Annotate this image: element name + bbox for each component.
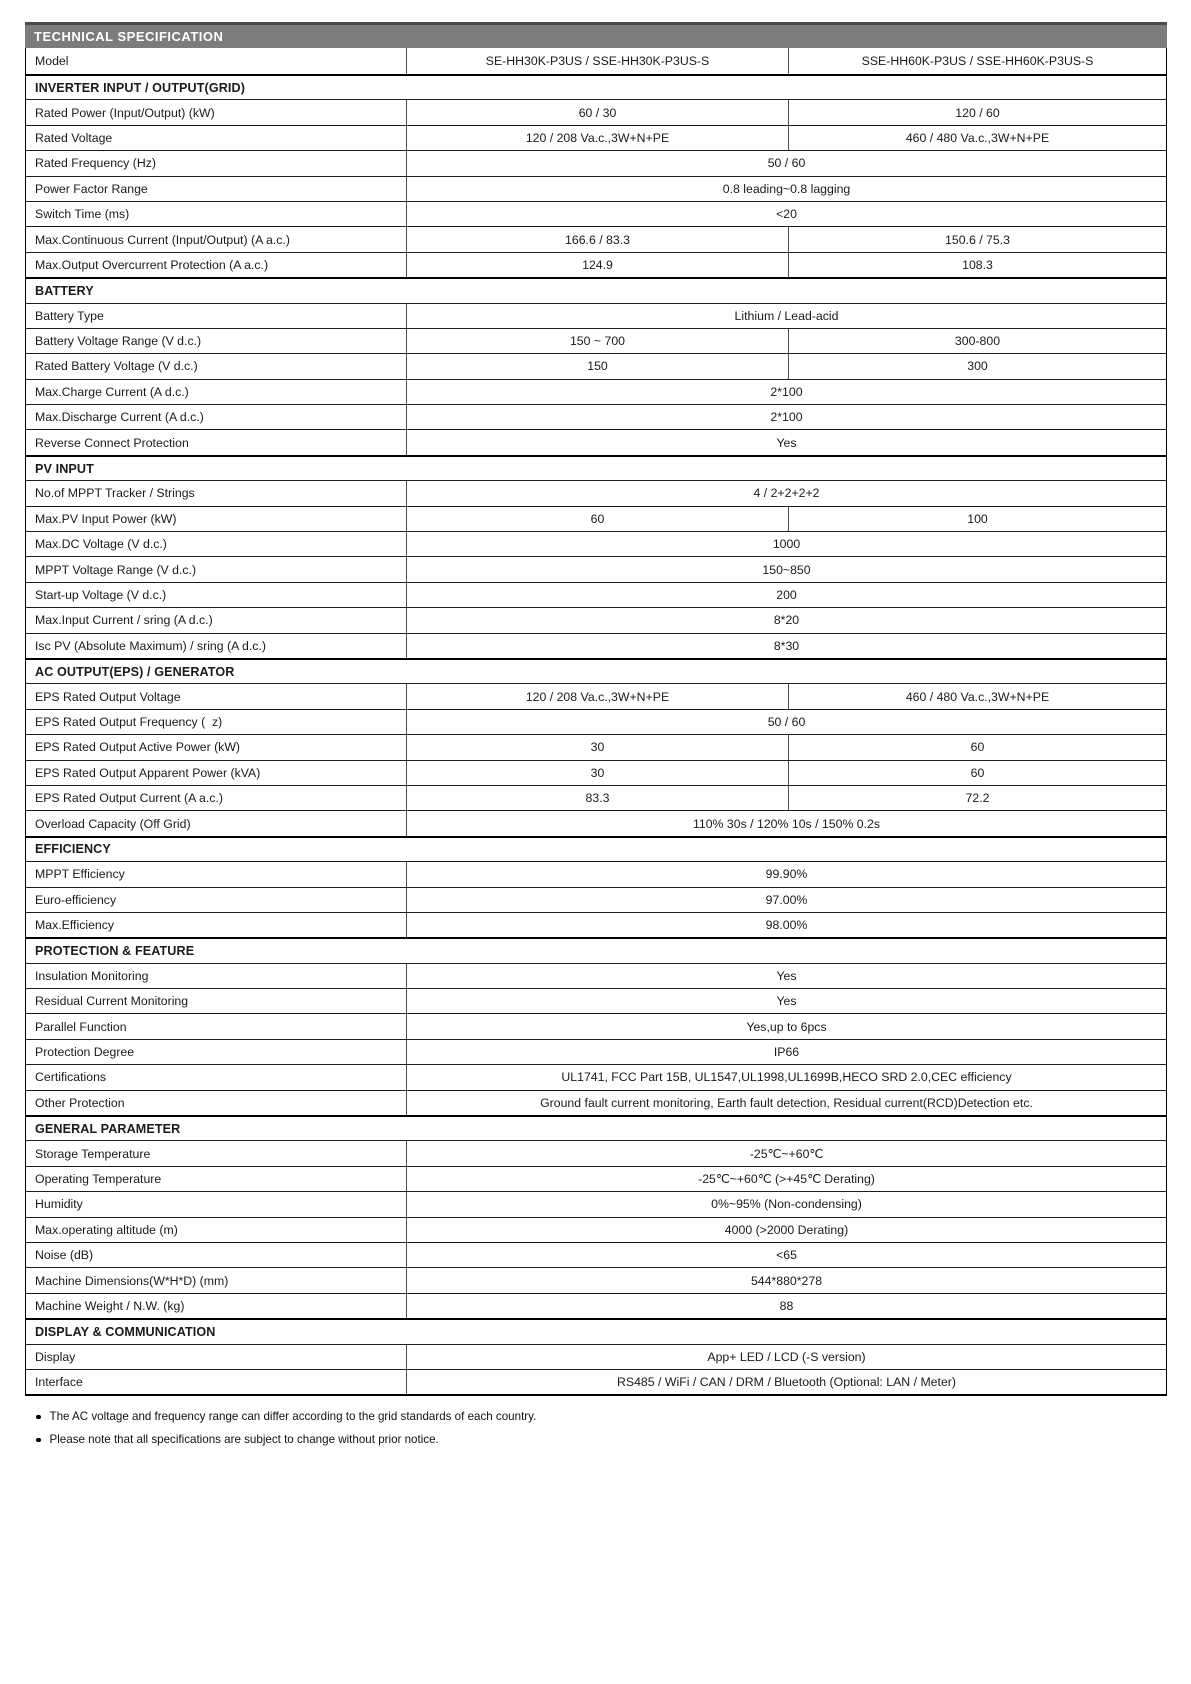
spec-label: Max.Continuous Current (Input/Output) (A a.c.)	[35, 232, 290, 247]
section-title: AC OUTPUT(EPS) / GENERATOR	[35, 664, 235, 679]
spec-value-span: UL1741, FCC Part 15B, UL1547,UL1998,UL1699B,HECO SRD 2.0,CEC efficiency	[406, 1065, 1166, 1089]
section-header-row	[26, 658, 1166, 683]
note-item	[36, 1432, 1146, 1447]
spec-row	[26, 201, 1166, 226]
spec-label: Max.Efficiency	[35, 918, 115, 933]
spec-row	[26, 607, 1166, 632]
section-header-row	[26, 937, 1166, 962]
spec-value-span: 1000	[406, 532, 1166, 556]
spec-value-span: -25℃~+60℃	[406, 1141, 1166, 1165]
spec-value-span: 0%~95% (Non-condensing)	[406, 1192, 1166, 1216]
spec-value-span: 150~850	[406, 557, 1166, 581]
spec-value-span: 200	[406, 583, 1166, 607]
spec-row	[26, 760, 1166, 785]
spec-label: Storage Temperature	[35, 1146, 151, 1161]
spec-label: Reverse Connect Protection	[35, 435, 189, 450]
spec-row	[26, 912, 1166, 937]
section-header-row	[26, 1318, 1166, 1343]
spec-label: Max.Discharge Current (A d.c.)	[35, 410, 204, 425]
spec-row	[26, 1242, 1166, 1267]
spec-value-span: 4000 (>2000 Derating)	[406, 1218, 1166, 1242]
spec-value-span: 98.00%	[406, 913, 1166, 937]
spec-label: Overload Capacity (Off Grid)	[35, 816, 191, 831]
spec-label: Power Factor Range	[35, 181, 148, 196]
spec-label: Display	[35, 1349, 76, 1364]
spec-value-col1: 83.3	[406, 786, 788, 810]
spec-row	[26, 226, 1166, 251]
spec-label: Machine Dimensions(W*H*D) (mm)	[35, 1273, 229, 1288]
spec-label: No.of MPPT Tracker / Strings	[35, 486, 195, 501]
spec-label: Residual Current Monitoring	[35, 994, 189, 1009]
spec-value-col1: 120 / 208 Va.c.,3W+N+PE	[406, 126, 788, 150]
spec-value-span: Yes	[406, 430, 1166, 454]
spec-value-col2: 60	[788, 761, 1166, 785]
spec-row	[26, 683, 1166, 708]
spec-label: Isc PV (Absolute Maximum) / sring (A d.c.)	[35, 638, 266, 653]
spec-row	[26, 1090, 1166, 1115]
spec-value-span: Yes,up to 6pcs	[406, 1014, 1166, 1038]
spec-value-col2: 300	[788, 354, 1166, 378]
spec-row	[26, 506, 1166, 531]
spec-label: Rated Power (Input/Output) (kW)	[35, 105, 215, 120]
spec-value-col1: 60 / 30	[406, 100, 788, 124]
spec-value-col1: 150 ~ 700	[406, 329, 788, 353]
spec-value-span: 8*30	[406, 634, 1166, 658]
spec-row	[26, 734, 1166, 759]
spec-value-span: 88	[406, 1294, 1166, 1318]
spec-value-col1: 120 / 208 Va.c.,3W+N+PE	[406, 684, 788, 708]
spec-row	[26, 1039, 1166, 1064]
spec-label: Start-up Voltage (V d.c.)	[35, 588, 167, 602]
spec-row	[26, 988, 1166, 1013]
spec-row	[26, 1217, 1166, 1242]
spec-label: Switch Time (ms)	[35, 207, 130, 222]
spec-label: Humidity	[35, 1197, 83, 1212]
spec-table	[25, 48, 1167, 1396]
spec-label: EPS Rated Output Active Power (kW)	[35, 740, 241, 755]
spec-label: Battery Voltage Range (V d.c.)	[35, 334, 202, 349]
spec-row	[26, 810, 1166, 835]
spec-label: Noise (dB)	[35, 1248, 94, 1263]
spec-value-col2: 150.6 / 75.3	[788, 227, 1166, 251]
section-title: DISPLAY & COMMUNICATION	[35, 1324, 216, 1339]
spec-row	[26, 1267, 1166, 1292]
model-label: Model	[35, 54, 69, 68]
spec-value-span: IP66	[406, 1040, 1166, 1064]
bullet-icon	[36, 1415, 41, 1420]
spec-value-span: 4 / 2+2+2+2	[406, 481, 1166, 505]
spec-label: Other Protection	[35, 1095, 125, 1110]
model-row	[26, 48, 1166, 74]
spec-value-span: Ground fault current monitoring, Earth fault detection, Residual current(RCD)Detection etc.	[406, 1091, 1166, 1115]
section-header-row	[26, 74, 1166, 99]
model-name-col1: SE-HH30K-P3US / SSE-HH30K-P3US-S	[406, 48, 788, 74]
spec-value-span: <20	[406, 202, 1166, 226]
spec-row	[26, 303, 1166, 328]
spec-value-col2: 120 / 60	[788, 100, 1166, 124]
spec-value-span: Yes	[406, 964, 1166, 988]
spec-value-col1: 60	[406, 507, 788, 531]
section-title: PV INPUT	[35, 461, 94, 476]
spec-value-span: 8*20	[406, 608, 1166, 632]
spec-label: Max.Charge Current (A d.c.)	[35, 384, 189, 399]
section-header-row	[26, 455, 1166, 480]
spec-value-span: 2*100	[406, 405, 1166, 429]
spec-value-span: 99.90%	[406, 862, 1166, 886]
spec-label: Battery Type	[35, 308, 104, 323]
spec-value-col1: 30	[406, 761, 788, 785]
spec-value-col2: 300-800	[788, 329, 1166, 353]
spec-label: Operating Temperature	[35, 1171, 162, 1186]
title-bar	[25, 22, 1167, 48]
spec-row	[26, 176, 1166, 201]
spec-row	[26, 633, 1166, 658]
footnotes	[36, 1409, 1146, 1455]
spec-row	[26, 1013, 1166, 1038]
section-header-row	[26, 836, 1166, 861]
spec-label: Interface	[35, 1375, 83, 1390]
section-header-row	[26, 1115, 1166, 1140]
spec-label: Max.Input Current / sring (A d.c.)	[35, 613, 213, 628]
spec-value-span: 50 / 60	[406, 710, 1166, 734]
spec-value-span: 0.8 leading~0.8 lagging	[406, 177, 1166, 201]
spec-value-col1: 124.9	[406, 253, 788, 277]
spec-value-span: -25℃~+60℃ (>+45℃ Derating)	[406, 1167, 1166, 1191]
section-header-row	[26, 277, 1166, 302]
note-text: The AC voltage and frequency range can differ according to the grid standards of each country.	[49, 1410, 537, 1423]
spec-label: EPS Rated Output Apparent Power (kVA)	[35, 765, 261, 780]
spec-row	[26, 379, 1166, 404]
spec-label: Max.PV Input Power (kW)	[35, 511, 177, 526]
spec-value-span: 97.00%	[406, 888, 1166, 912]
spec-row	[26, 556, 1166, 581]
spec-row	[26, 709, 1166, 734]
spec-row	[26, 1140, 1166, 1165]
spec-label: Protection Degree	[35, 1045, 135, 1060]
spec-row	[26, 887, 1166, 912]
spec-label: Parallel Function	[35, 1019, 127, 1034]
spec-label: EPS Rated Output Frequency ( z)	[35, 714, 223, 729]
spec-value-span: Lithium / Lead-acid	[406, 304, 1166, 328]
spec-sheet	[25, 22, 1167, 1396]
spec-row	[26, 861, 1166, 886]
spec-value-span: 50 / 60	[406, 151, 1166, 175]
spec-row	[26, 328, 1166, 353]
spec-label: Certifications	[35, 1070, 107, 1085]
spec-row	[26, 1344, 1166, 1369]
spec-row	[26, 99, 1166, 124]
spec-row	[26, 1293, 1166, 1318]
spec-label: MPPT Voltage Range (V d.c.)	[35, 562, 197, 577]
spec-row	[26, 1166, 1166, 1191]
spec-label: EPS Rated Output Voltage	[35, 689, 181, 704]
spec-label: Rated Battery Voltage (V d.c.)	[35, 359, 198, 374]
spec-row	[26, 404, 1166, 429]
spec-label: Max.DC Voltage (V d.c.)	[35, 537, 167, 552]
spec-row	[26, 1369, 1166, 1394]
spec-value-col2: 460 / 480 Va.c.,3W+N+PE	[788, 684, 1166, 708]
spec-value-span: App+ LED / LCD (-S version)	[406, 1345, 1166, 1369]
section-title: GENERAL PARAMETER	[35, 1121, 181, 1136]
section-title: INVERTER INPUT / OUTPUT(GRID)	[35, 80, 245, 95]
spec-label: Rated Frequency (Hz)	[35, 156, 156, 171]
spec-value-col2: 460 / 480 Va.c.,3W+N+PE	[788, 126, 1166, 150]
spec-label: Max.Output Overcurrent Protection (A a.c.)	[35, 257, 269, 272]
model-name-col2: SSE-HH60K-P3US / SSE-HH60K-P3US-S	[788, 48, 1166, 74]
note-item	[36, 1409, 1146, 1424]
spec-row	[26, 963, 1166, 988]
spec-label: Rated Voltage	[35, 130, 113, 145]
spec-row	[26, 125, 1166, 150]
spec-value-col2: 72.2	[788, 786, 1166, 810]
spec-row	[26, 582, 1166, 607]
spec-label: Max.operating altitude (m)	[35, 1222, 178, 1237]
spec-row	[26, 429, 1166, 454]
spec-label: EPS Rated Output Current (A a.c.)	[35, 791, 223, 806]
spec-value-span: 2*100	[406, 380, 1166, 404]
spec-value-span: <65	[406, 1243, 1166, 1267]
spec-row	[26, 1064, 1166, 1089]
spec-value-span: Yes	[406, 989, 1166, 1013]
spec-value-col1: 166.6 / 83.3	[406, 227, 788, 251]
spec-value-col2: 108.3	[788, 253, 1166, 277]
spec-label: Insulation Monitoring	[35, 968, 149, 983]
spec-value-span: 110% 30s / 120% 10s / 150% 0.2s	[406, 811, 1166, 835]
spec-row	[26, 480, 1166, 505]
spec-row	[26, 150, 1166, 175]
spec-value-col1: 30	[406, 735, 788, 759]
spec-row	[26, 252, 1166, 277]
spec-label: MPPT Efficiency	[35, 867, 125, 882]
section-title: PROTECTION & FEATURE	[35, 943, 195, 958]
spec-label: Machine Weight / N.W. (kg)	[35, 1298, 185, 1313]
section-title: EFFICIENCY	[35, 842, 111, 857]
bullet-icon	[36, 1438, 41, 1443]
spec-value-span: 544*880*278	[406, 1268, 1166, 1292]
section-title: BATTERY	[35, 283, 94, 298]
note-text: Please note that all specifications are subject to change without prior notice.	[49, 1433, 439, 1447]
spec-row	[26, 1191, 1166, 1216]
spec-value-span: RS485 / WiFi / CAN / DRM / Bluetooth (Optional: LAN / Meter)	[406, 1370, 1166, 1394]
spec-value-col2: 100	[788, 507, 1166, 531]
spec-row	[26, 785, 1166, 810]
spec-value-col1: 150	[406, 354, 788, 378]
spec-row	[26, 531, 1166, 556]
spec-value-col2: 60	[788, 735, 1166, 759]
page-title: TECHNICAL SPECIFICATION	[34, 29, 224, 44]
spec-row	[26, 353, 1166, 378]
spec-label: Euro-efficiency	[35, 892, 117, 907]
